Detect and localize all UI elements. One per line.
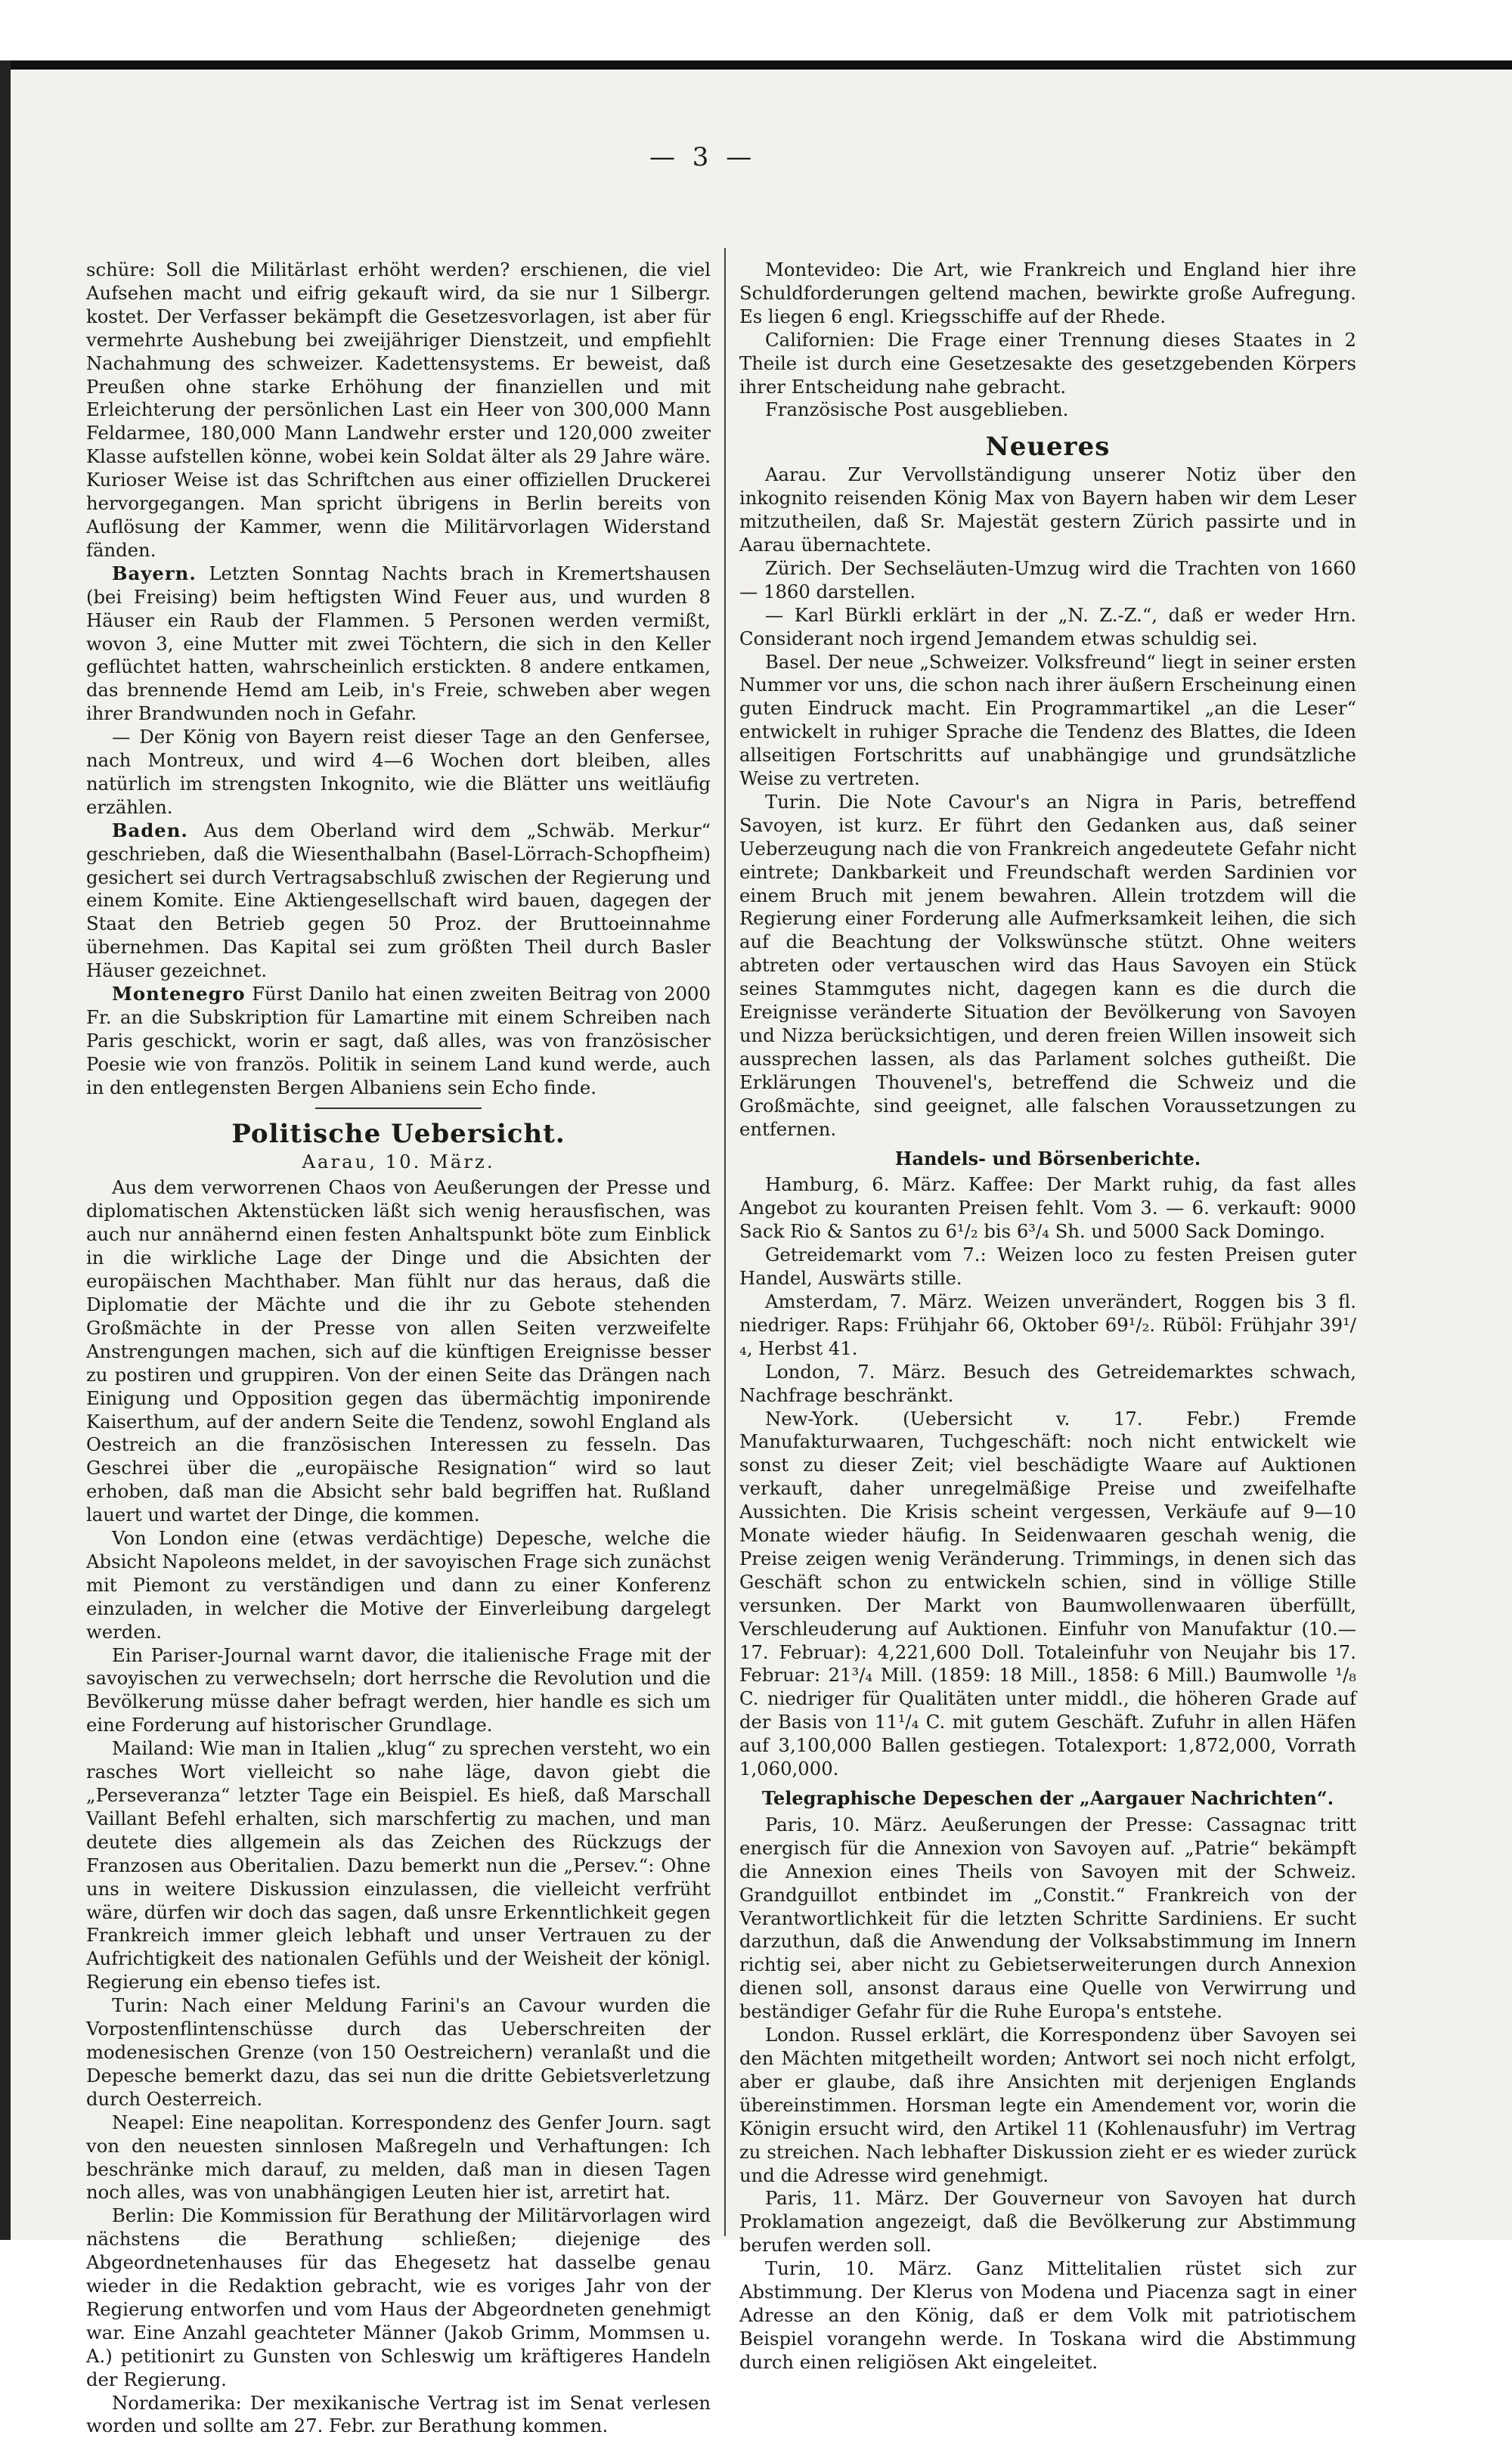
paragraph: Nordamerika: Der mexikanische Vertrag ist im Senat verlesen worden und sollte am 27. Febr. zur Berathung kommen. [86,2391,711,2437]
paragraph: London, 7. März. Besuch des Getreidemarktes schwach, Nachfrage beschränkt. [739,1360,1356,1406]
paragraph: Zürich. Der Sechseläuten-Umzug wird die Trachten von 1660 — 1860 darstellen. [739,556,1356,603]
paragraph: Ein Pariser-Journal warnt davor, die italienische Frage mit der savoyischen zu verwechseln; dort herrsche die Revolution und die Bevölkerung müsse daher befragt werden, hier handle es sich um eine Forderung auf historischer Grundlage. [86,1643,711,1736]
paragraph: Paris, 10. März. Aeußerungen der Presse: Cassagnac tritt energisch für die Annexion von Savoyen auf. „Patrie“ bekämpft die Annexion eines Theils von Savoyen mit der Schweiz. Grandguillot entbindet im „Constit.“ Frankreich von der Verantwortlichkeit für die letzten Schritte Sardiniens. Er sucht darzuthun, daß die Anwendung der Volksabstimmung im Innern richtig sei, aber nicht zu Gebietserweiterungen durch Annexion dienen soll, ansonst daraus eine Quelle von Verwirrung und beständiger Gefahr für die Ruhe Europa's entstehe. [739,1813,1356,2023]
paragraph: Turin, 10. März. Ganz Mittelitalien rüstet sich zur Abstimmung. Der Klerus von Modena und Piacenza sagt in einer Adresse an den König, daß er dem Volk mit patriotischem Beispiel vorangehn werde. In Toskana wird die Abstimmung durch einen religiösen Akt eingeleitet. [739,2257,1356,2373]
paragraph: New-York. (Uebersicht v. 17. Febr.) Fremde Manufakturwaaren, Tuchgeschäft: noch nicht entwickelt wie sonst zu dieser Zeit; viel beschädigte Waare auf Auktionen verkauft, daher unregelmäßige Preise und zweifelhafte Aussichten. Die Krisis scheint vergessen, Verkäufe auf 9—10 Monate wieder häufig. In Seidenwaaren geschah wenig, die Preise zeigen wenig Veränderung. Trimmings, in denen sich das Geschäft schon zu entwickeln schien, sind in völlige Stille versunken. Der Markt von Baumwollenwaaren überfüllt, Verschleuderung auf Auktionen. Einfuhr von Manufaktur (10.—17. Februar): 4,221,600 Doll. Totaleinfuhr von Neujahr bis 17. Februar: 21³/₄ Mill. (1859: 18 Mill., 1858: 6 Mill.) Baumwolle ¹/₈ C. niedriger für Qualitäten unter middl., die höheren Grade auf der Basis von 11¹/₄ C. mit gutem Geschäft. Zufuhr in allen Häfen auf 3,100,000 Ballen gestiegen. Totalexport: 1,872,000, Vorrath 1,060,000. [739,1407,1356,1780]
paragraph: — Der König von Bayern reist dieser Tage an den Genfersee, nach Montreux, und wird 4—6 Wochen dort bleiben, alles natürlich im strengsten Inkognito, wie die Blätter uns weitläufig erzählen. [86,726,711,818]
paragraph: Neapel: Eine neapolitan. Korrespondenz des Genfer Journ. sagt von den neuesten sinnlosen Maßregeln und Verhaftungen: Ich beschränke mich darauf, zu melden, daß man in diesen Tagen noch alles, was von unabhängigen Leuten hier ist, arretirt hat. [86,2111,711,2204]
paragraph: Französische Post ausgeblieben. [765,398,1069,421]
paragraph: Californien: Die Frage einer Trennung dieses Staates in 2 Theile ist durch eine Gesetzesakte des gesetzgebenden Körpers ihrer Entscheidung nahe gebracht. [739,328,1356,398]
right-column [739,259,1356,2373]
paragraph: Montevideo: Die Art, wie Frankreich und England hier ihre Schuldforderungen geltend machen, bewirkte große Aufregung. Es liegen 6 engl. Kriegsschiffe auf der Rhede. [739,259,1356,327]
article-bayern [86,562,711,726]
paragraph: Berlin: Die Kommission für Berathung der Militärvorlagen wird nächstens die Berathung schließen; diejenige des Abgeordnetenhauses für das Ehegesetz hat dasselbe genau wieder in die Redaktion gebracht, wie es voriges Jahr von der Regierung entworfen und vom Haus der Abgeordneten genehmigt war. Eine Anzahl geachteter Männer (Jakob Grimm, Mommsen u. A.) petitionirt zu Gunsten von Schleswig um kräftigeres Handeln der Regierung. [86,2204,711,2390]
scan-border-top [0,60,1512,70]
left-column [86,259,711,2437]
dateline: Aarau, 10. März. [302,1150,495,1173]
scan-border-left [0,60,11,2240]
newspaper-page [11,70,1512,2437]
heading-baden: Baden. [112,819,188,841]
section-title-telegraphische-depeschen: Telegraphische Depeschen der „Aargauer Nachrichten“. [761,1787,1334,1809]
scan-margin [0,0,1512,67]
paragraph: Getreidemarkt vom 7.: Weizen loco zu festen Preisen guter Handel, Auswärts stille. [739,1244,1356,1290]
heading-montenegro: Montenegro [112,983,246,1005]
paragraph: Paris, 11. März. Der Gouverneur von Savoyen hat durch Proklamation angezeigt, daß die Bevölkerung zur Abstimmung berufen werden soll. [739,2187,1356,2257]
heading-bayern: Bayern. [112,562,197,584]
article-text: Aus dem Oberland wird dem „Schwäb. Merkur“ geschrieben, daß die Wiesenthalbahn (Basel-Lörrach-Schopfheim) gesichert sei durch Vertragsabschluß zwischen der Regierung und einem Komite. Eine Aktiengesellschaft wird bauen, dagegen der Staat den Betrieb gegen 50 Proz. der Bruttoeinnahme übernehmen. Das Kapital sei zum größten Theil durch Basler Häuser gezeichnet. [86,819,711,982]
paragraph: Turin. Die Note Cavour's an Nigra in Paris, betreffend Savoyen, ist kurz. Er führt den Gedanken aus, daß seiner Ueberzeugung nach die von Frankreich angedeutete Gefahr nicht eintrete; Dankbarkeit und Freundschaft werden Sardinien vor einem Bruch mit jenem bewahren. Allein trotzdem will die Regierung einer Forderung alle Aufmerksamkeit leihen, die sich auf die Beachtung der Volkswünsche stützt. Ohne weiters abtreten oder vertauschen wird das Haus Savoyen ein Stück seines Stammgutes nicht, dagegen kann es die durch die Ereignisse veränderte Situation der Bevölkerung von Savoyen und Nizza berücksichtigen, und deren freien Willen insoweit sich aussprechen lassen, als das Parlament solches gutheißt. Die Erklärungen Thouvenel's, betreffend die Schweiz und die Großmächte, sind geeignet, alle falschen Voraussetzungen zu entfernen. [739,790,1356,1140]
paragraph: Mailand: Wie man in Italien „klug“ zu sprechen versteht, wo ein rasches Wort vielleicht so nahe läge, davon giebt die „Perseveranza“ letzter Tage ein Beispiel. Es hieß, daß Marschall Vaillant Befehl erhalten, sich marschfertig zu machen, und man deutete dies allgemein als das Zeichen des Rückzugs der Franzosen aus Oberitalien. Dazu bemerkt nun die „Persev.“: Ohne uns in weitere Diskussion einzulassen, die vielleicht verfrüht wäre, dürfen wir doch das sagen, daß unsre Erkenntlichkeit gegen Frankreich immer gleich lebhaft und unser Vertrauen zu der Aufrichtigkeit des nationalen Gefühls und der Weisheit der königl. Regierung ein ebenso tiefes ist. [86,1737,711,1993]
article-baden [86,819,711,983]
paragraph: schüre: Soll die Militärlast erhöht werden? erschienen, die viel Aufsehen macht und eifrig gekauft wird, da sie nur 1 Silbergr. kostet. Der Verfasser bekämpft die Gesetzesvorlagen, ist aber für vermehrte Aushebung bei zweijähriger Dienstzeit, und empfiehlt Nachahmung des schweizer. Kadettensystems. Er beweist, daß Preußen ohne starke Erhöhung der finanziellen und mit Erleichterung der persönlichen Last ein Heer von 300,000 Mann Feldarmee, 180,000 Mann Landwehr erster und 120,000 zweiter Klasse aufstellen könne, wobei kein Soldat älter als 29 Jahre wäre. Kurioser Weise ist das Schriftchen aus einer offiziellen Druckerei hervorgegangen. Man spricht übrigens in Berlin bereits von Auflösung der Kammer, wenn die Militärvorlagen Widerstand fänden. [86,259,711,561]
paragraph: Amsterdam, 7. März. Weizen unverändert, Roggen bis 3 fl. niedriger. Raps: Frühjahr 66, Oktober 69¹/₂. Rüböl: Frühjahr 39¹/₄, Herbst 41. [739,1290,1356,1359]
paragraph: London. Russel erklärt, die Korrespondenz über Savoyen sei den Mächten mitgetheilt worden; Antwort sei noch nicht erfolgt, aber er glaube, daß ihre Ansichten mit derjenigen Englands übereinstimmen. Horsman legte ein Amendement vor, worin die Königin ersucht wird, den Artikel 11 (Kohlenausfuhr) im Vertrag zu streichen. Nach lebhafter Diskussion zieht er es wieder zurück und die Adresse wird genehmigt. [739,2024,1356,2186]
article-text: Fürst Danilo hat einen zweiten Beitrag von 2000 Fr. an die Subskription für Lamartine mit einem Schreiben nach Paris geschickt, worin er sagt, daß alles, was von französischer Poesie wie von französ. Politik in seinem Land kund werde, auch in den entlegensten Bergen Albaniens sein Echo finde. [86,983,711,1098]
article-montenegro [86,983,711,1100]
paragraph: Aus dem verworrenen Chaos von Aeußerungen der Presse und diplomatischen Aktenstücken läßt sich wenig herausfischen, was auch nur annähernd einen festen Anhaltspunkt böte zum Einblick in die wirkliche Lage der Dinge und die Absichten der europäischen Machthaber. Man fühlt nur das heraus, daß die Diplomatie der Mächte und die ihr zu Gebote stehenden Großmächte in der Presse von allen Seiten verzweifelte Anstrengungen machen, sich auf die künftigen Ereignisse besser zu postiren und gruppiren. Von der einen Seite das Drängen nach Einigung und Opposition gegen das übermächtig imponirende Kaiserthum, auf der andern Seite die Tendenz, sowohl England als Oestreich an die französischen Interessen zu fesseln. Das Geschrei über die „europäische Resignation“ wird so laut erhoben, daß man die Absicht sehr bald begriffen hat. Rußland lauert und wartet der Dinge, die kommen. [86,1176,711,1526]
paragraph: Turin: Nach einer Meldung Farini's an Cavour wurden die Vorpostenflintenschüsse durch das Ueberschreiten der modenesischen Grenze (von 150 Oestreichern) veranlaßt und die Depesche bemerkt dazu, das sei nun die dritte Gebietsverletzung durch Oesterreich. [86,1994,711,2110]
section-title-politische-uebersicht: Politische Uebersicht. [231,1118,565,1149]
section-title-handel: Handels- und Börsenberichte. [894,1147,1201,1169]
page-number: — 3 — [649,142,757,172]
article-text: Letzten Sonntag Nachts brach in Kremertshausen (bei Freising) beim heftigsten Wind Feuer aus, und wurden 8 Häuser ein Raub der Flammen. 5 Personen werden vermißt, wovon 3, eine Mutter mit zwei Töchtern, die sich in den Keller geflüchtet hatten, wahrscheinlich erstickten. 8 andere entkamen, das brennende Hemd am Leib, in's Freie, schweben aber wegen ihrer Brandwunden noch in Gefahr. [86,562,711,725]
paragraph: Basel. Der neue „Schweizer. Volksfreund“ liegt in seiner ersten Nummer vor uns, die schon nach ihrer äußern Erscheinung einen guten Eindruck macht. Ein Programmartikel „an die Leser“ entwickelt in ruhiger Sprache die Tendenz des Blattes, die Ideen allseitigen Fortschritts auf unabhängige und grundsätzliche Weise zu vertreten. [739,650,1356,790]
paragraph: Von London eine (etwas verdächtige) Depesche, welche die Absicht Napoleons meldet, in der savoyischen Frage sich zunächst mit Piemont zu verständigen und dann zu einer Konferenz einzuladen, in welcher die Motive der Einverleibung dargelegt werden. [86,1527,711,1643]
divider [315,1107,482,1109]
section-title-neueres: Neueres [985,432,1111,463]
paragraph: Aarau. Zur Vervollständigung unserer Notiz über den inkognito reisenden König Max von Bayern haben wir dem Leser mitzutheilen, daß Sr. Majestät gestern Zürich passirte und in Aarau übernachtete. [739,463,1356,556]
column-rule [724,248,726,2236]
paragraph: — Karl Bürkli erklärt in der „N. Z.-Z.“, daß er weder Hrn. Considerant noch irgend Jemandem etwas schuldig sei. [739,603,1356,649]
paragraph: Hamburg, 6. März. Kaffee: Der Markt ruhig, da fast alles Angebot zu kouranten Preisen fehlt. Vom 3. — 6. verkauft: 9000 Sack Rio & Santos zu 6¹/₂ bis 6³/₄ Sh. und 5000 Sack Domingo. [739,1173,1356,1243]
